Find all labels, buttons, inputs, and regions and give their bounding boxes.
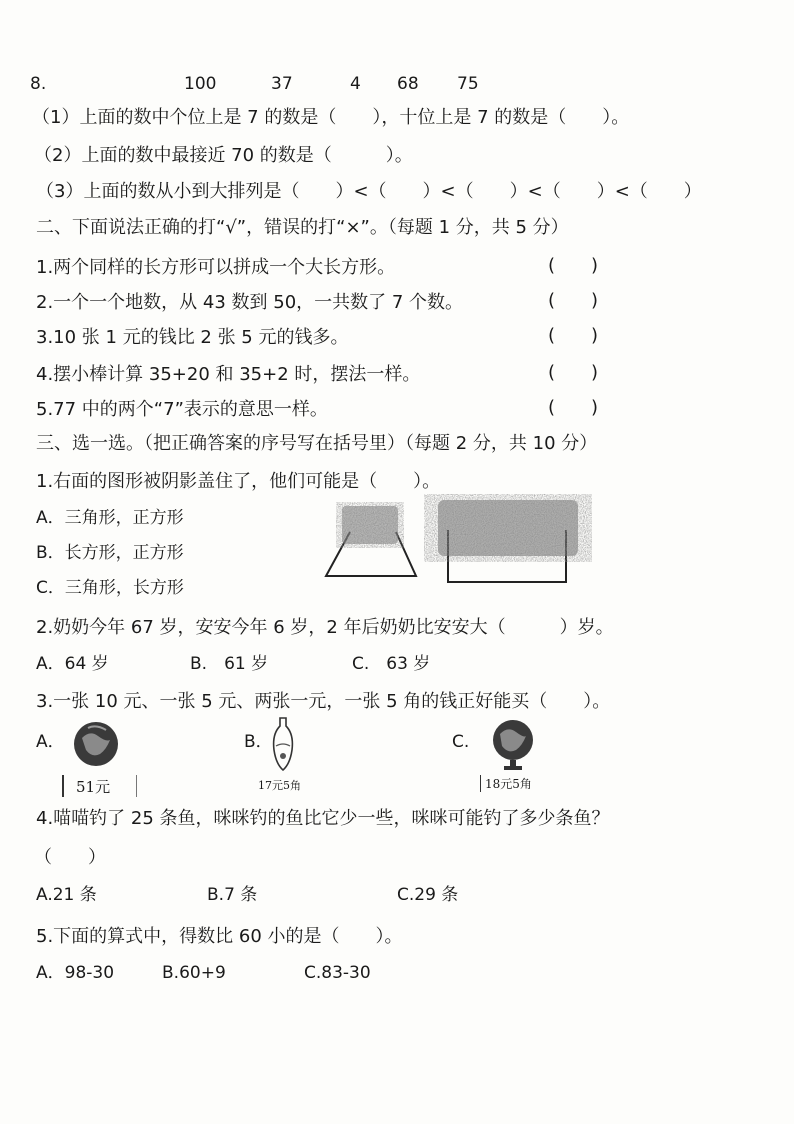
number-item: 37 [271,74,293,94]
answer-paren: ( ) [548,325,599,346]
q8-sub3: （3）上面的数从小到大排列是（ ）<（ ）<（ ）<（ ）<（ ） [36,181,702,202]
section2-item: 4.摆小棒计算 35+20 和 35+2 时，摆法一样。 [36,364,421,385]
s3-q3-option-a: A． [36,732,65,752]
triangle-covered-shape [326,506,416,576]
shaded-shapes-figure [320,500,580,590]
s3-q1-option-a: A．三角形，正方形 [36,508,184,528]
number-item: 4 [350,74,361,94]
number-item: 100 [184,74,217,94]
q8-sub1: （1）上面的数中个位上是 7 的数是（ ），十位上是 7 的数是（ ）。 [32,107,630,128]
globe-icon [490,718,536,774]
price-b: 17元5角 [258,779,301,792]
vase-icon [268,716,298,772]
s3-q3-text: 3.一张 10 元、一张 5 元、两张一元，一张 5 角的钱正好能买（ ）。 [36,691,611,712]
s3-q5-text: 5.下面的算式中，得数比 60 小的是（ ）。 [36,926,403,947]
s3-q5-option-c: C.83-30 [304,963,371,983]
price-tag-a [62,775,137,797]
s3-q4-option-b: B.7 条 [207,885,258,905]
s3-q4-paren: （ ） [34,847,106,868]
s3-q5-option-a: A．98-30 [36,963,115,983]
answer-paren: ( ) [548,255,599,276]
s3-q4-option-c: C.29 条 [397,885,459,905]
s3-q3-option-c: C. [452,732,470,752]
section2-item: 3.10 张 1 元的钱比 2 张 5 元的钱多。 [36,327,349,348]
section2-item: 1.两个同样的长方形可以拼成一个大长方形。 [36,257,396,278]
globe-icon [72,720,120,770]
s3-q2-option-c: C. 63 岁 [352,654,431,674]
section2-title: 二、下面说法正确的打“√”，错误的打“×”。（每题 1 分，共 5 分） [36,217,569,238]
s3-q1-option-b: B．长方形，正方形 [36,543,184,563]
question-8-label: 8. [30,74,47,94]
number-item: 75 [457,74,479,94]
s3-q2-option-b: B. 61 岁 [190,654,269,674]
s3-q4-text: 4.喵喵钓了 25 条鱼，咪咪钓的鱼比它少一些，咪咪可能钓了多少条鱼？ [36,808,610,829]
s3-q1-text: 1.右面的图形被阴影盖住了，他们可能是（ ）。 [36,471,441,492]
s3-q5-option-b: B.60+9 [162,963,226,983]
section2-item: 2.一个一个地数，从 43 数到 50，一共数了 7 个数。 [36,292,464,313]
price-a: 51元 [76,778,111,796]
answer-paren: ( ) [548,362,599,383]
number-item: 68 [397,74,419,94]
s3-q2-text: 2.奶奶今年 67 岁，安安今年 6 岁，2 年后奶奶比安安大（ ）岁。 [36,617,614,638]
rectangle-covered-shape [438,500,578,582]
s3-q3-option-b: B． [244,732,273,752]
s3-q2-option-a: A．64 岁 [36,654,109,674]
section2-item: 5.77 中的两个“7”表示的意思一样。 [36,399,328,420]
answer-paren: ( ) [548,397,599,418]
section3-title: 三、选一选。（把正确答案的序号写在括号里）（每题 2 分，共 10 分） [36,433,598,454]
s3-q1-option-c: C．三角形，长方形 [36,578,184,598]
s3-q4-option-a: A.21 条 [36,885,97,905]
q8-sub2: （2）上面的数中最接近 70 的数是（ ）。 [34,145,413,166]
answer-paren: ( ) [548,290,599,311]
price-c: 18元5角 [480,775,532,792]
